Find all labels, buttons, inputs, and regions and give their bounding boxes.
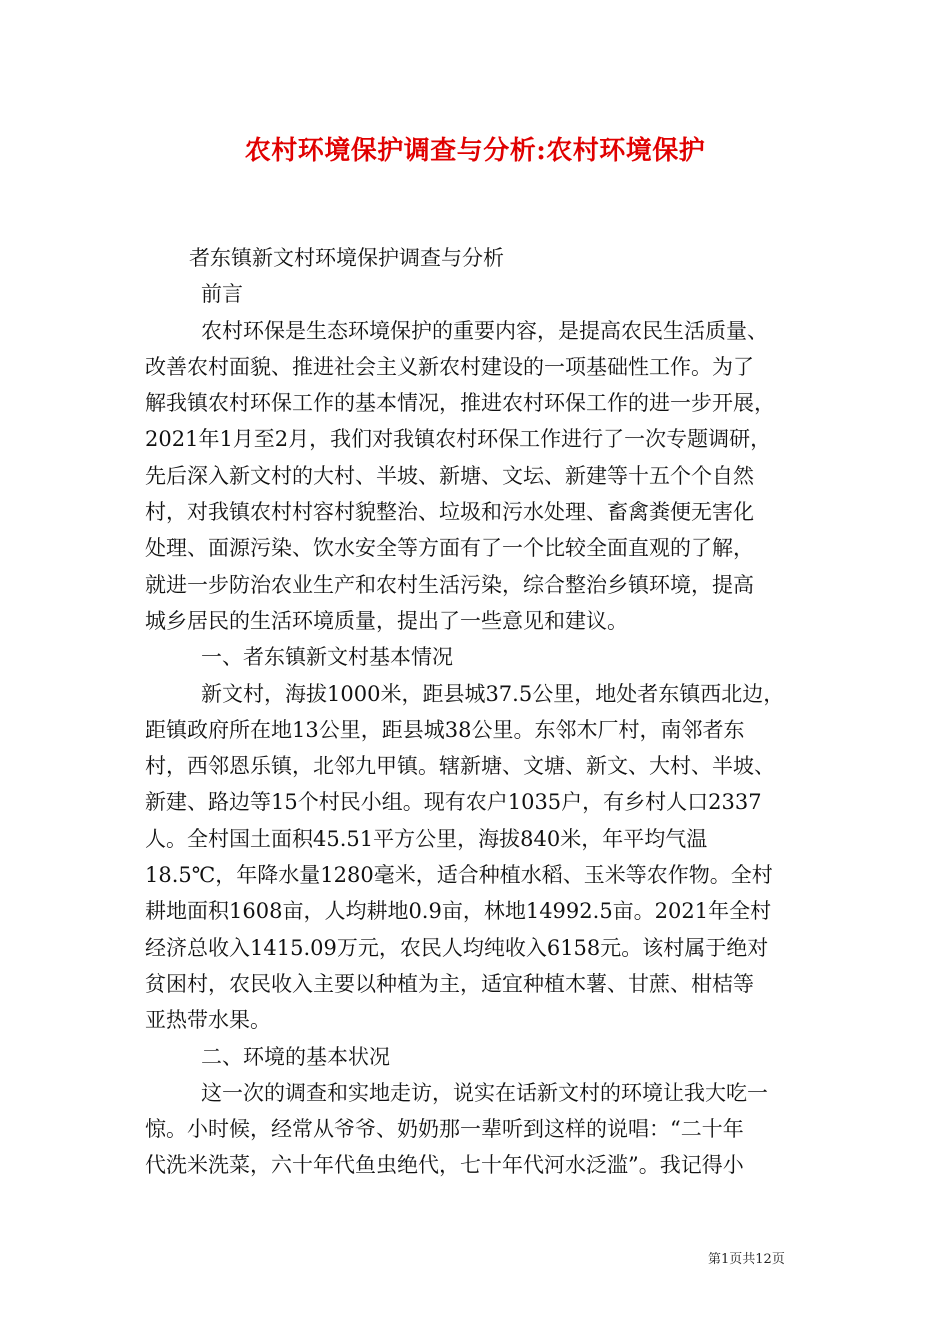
page-number-footer: 第1页共12页 (708, 1252, 785, 1267)
paragraph-line: 城乡居民的生活环境质量，提出了一些意见和建议。 (145, 608, 628, 633)
paragraph-line: 这一次的调查和实地走访，说实在话新文村的环境让我大吃一 (201, 1080, 768, 1105)
paragraph-line: 代洗米洗菜，六十年代鱼虫绝代，七十年代河水泛滥”。我记得小 (145, 1153, 744, 1178)
paragraph-line: 经济总收入1415.09万元，农民人均纯收入6158元。该村属于绝对 (145, 935, 769, 960)
paragraph-line: 农村环保是生态环境保护的重要内容，是提高农民生活质量、 (201, 318, 768, 343)
page-title: 农村环境保护调查与分析:农村环境保护 (244, 136, 706, 166)
paragraph-line: 亚热带水果。 (145, 1008, 271, 1033)
section-heading-2: 二、环境的基本状况 (201, 1044, 390, 1069)
paragraph-line: 惊。小时候，经常从爷爷、奶奶那一辈听到这样的说唱：“二十年 (145, 1117, 744, 1142)
paragraph-line: 2021年1月至2月，我们对我镇农村环保工作进行了一次专题调研， (145, 427, 772, 452)
paragraph-line: 改善农村面貌、推进社会主义新农村建设的一项基础性工作。为了 (145, 354, 754, 379)
paragraph-line: 就进一步防治农业生产和农村生活污染，综合整治乡镇环境，提高 (145, 572, 754, 597)
paragraph-line: 耕地面积1608亩，人均耕地0.9亩，林地14992.5亩。2021年全村 (145, 899, 772, 924)
section-heading-1: 一、者东镇新文村基本情况 (201, 645, 453, 670)
paragraph-line: 18.5℃，年降水量1280毫米，适合种植水稻、玉米等农作物。全村 (145, 863, 773, 888)
document-body (145, 240, 810, 1184)
paragraph-line: 距镇政府所在地13公里，距县城38公里。东邻木厂村，南邻者东 (145, 717, 745, 742)
paragraph-line: 新文村，海拔1000米，距县城37.5公里，地处者东镇西北边， (201, 681, 785, 706)
paragraph-line: 处理、面源污染、饮水安全等方面有了一个比较全面直观的了解， (145, 536, 754, 561)
paragraph-line: 先后深入新文村的大村、半坡、新塘、文坛、新建等十五个个自然 (145, 463, 754, 488)
paragraph-line: 新建、路边等15个村民小组。现有农户1035户，有乡村人口2337 (145, 790, 762, 815)
paragraph-line: 村，对我镇农村村容村貌整治、垃圾和污水处理、畜禽粪便无害化 (145, 500, 754, 525)
paragraph-line: 村，西邻恩乐镇，北邻九甲镇。辖新塘、文塘、新文、大村、半坡、 (145, 754, 775, 779)
paragraph-line: 解我镇农村环保工作的基本情况，推进农村环保工作的进一步开展， (145, 391, 775, 416)
section-heading-preface: 前言 (201, 282, 243, 307)
subtitle-line: 者东镇新文村环境保护调查与分析 (189, 246, 504, 270)
paragraph-line: 人。全村国土面积45.51平方公里，海拔840米，年平均气温 (145, 826, 708, 851)
paragraph-line: 贫困村，农民收入主要以种植为主，适宜种植木薯、甘蔗、柑桔等 (145, 971, 754, 996)
